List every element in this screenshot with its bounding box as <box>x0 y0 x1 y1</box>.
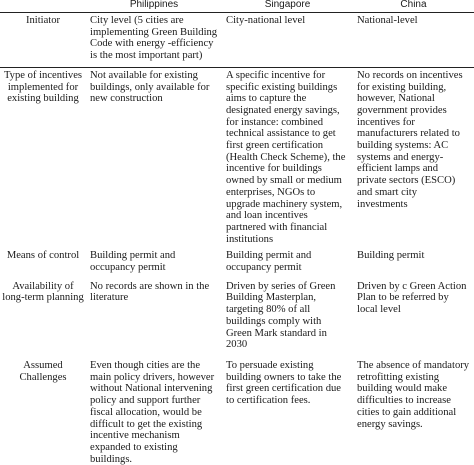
cell-singapore-incentives: A specific incentive for specific existing buildings aims to capture the designated energy savings, for instance: combined technical assistance to get first green certification (Health Check Scheme), the incentive for buildings owned by small or medium enterprises, NGOs to upgrade machinery system, and loan incentives partnered with financial institutions <box>226 69 346 245</box>
cell-philippines-incentives: Not available for existing buildings, only available for new construction <box>90 69 210 105</box>
cell-china-planning: Driven by c Green Action Plan to be referred by local level <box>357 280 467 316</box>
header-cell-singapore: Singapore <box>264 0 311 10</box>
cell-singapore-challenges: To persuade existing building owners to take the first green certification due to certification fees. <box>226 359 342 407</box>
table-row <box>0 13 474 68</box>
cell-philippines-challenges: Even though cities are the main policy drivers, however without National intervening policy and support further fiscal allocation, would be difficult to get the existing incentive mechanism expanded to existing buildings. <box>90 359 215 465</box>
header-cell-philippines: Philippines <box>129 0 179 10</box>
cell-philippines-control: Building permit and occupancy permit <box>90 250 176 274</box>
table-row <box>0 356 474 465</box>
table-row <box>0 67 474 248</box>
row-header-initiator: Initiator <box>25 15 61 26</box>
row-header-long-term-planning: Availability of long-term planning <box>2 280 84 304</box>
row-header-type-of-incentives: Type of incentives implemented for existing building <box>3 69 83 105</box>
cell-china-incentives: No records on incentives for existing building, however, National government provides incentives for manufacturers related to building systems: AC systems and energy-efficient lamps and private sectors (ESCO) and smart city investments <box>357 69 463 210</box>
header-row <box>0 0 474 13</box>
table-row <box>0 279 474 356</box>
cell-china-control: Building permit <box>357 250 425 262</box>
cell-singapore-control: Building permit and occupancy permit <box>226 250 312 274</box>
cell-china-initiator: National-level <box>357 15 418 26</box>
cell-philippines-initiator: City level (5 cities are implementing Green Building Code with energy -efficiency is the most important part) <box>90 15 218 62</box>
header-cell-china: China <box>400 0 427 10</box>
cell-philippines-planning: No records are shown in the literature <box>90 280 210 304</box>
cell-singapore-planning: Driven by series of Green Building Masterplan, targeting 80% of all buildings comply with Green Mark standard in 2030 <box>226 280 336 351</box>
cell-china-challenges: The absence of mandatory retrofitting existing building would make difficulties to increase cities to gain additional energy savings. <box>357 359 470 430</box>
table-row <box>0 248 474 278</box>
header-cell-blank <box>0 0 86 13</box>
row-header-means-of-control: Means of control <box>6 250 80 262</box>
row-header-assumed-challenges: Assumed Challenges <box>19 359 67 383</box>
cell-singapore-initiator: City-national level <box>226 15 306 26</box>
